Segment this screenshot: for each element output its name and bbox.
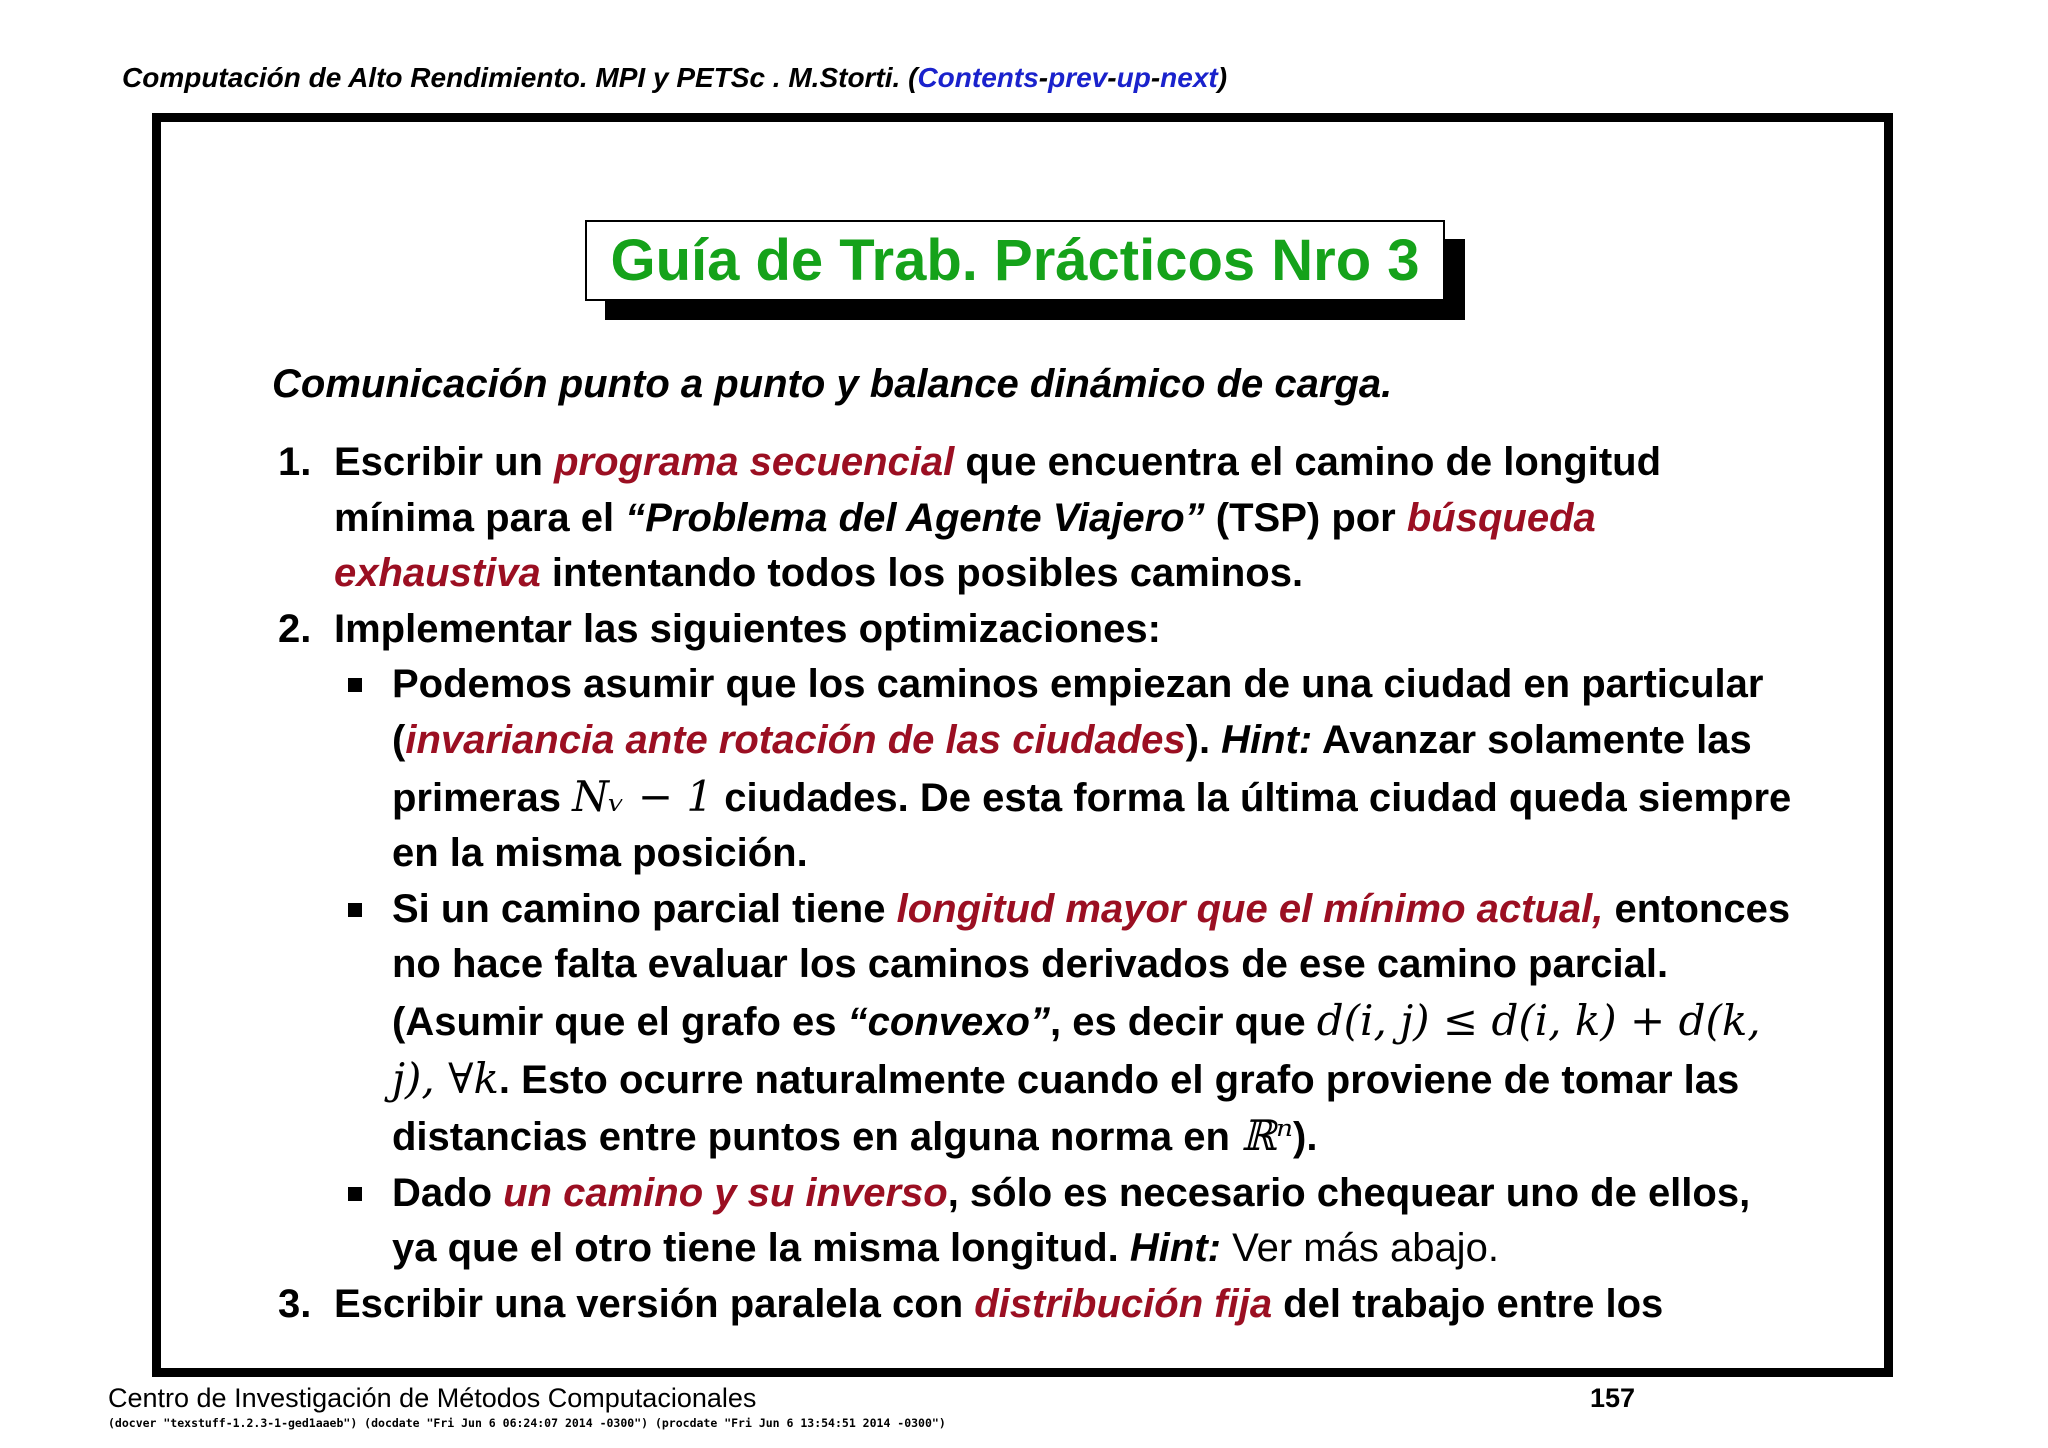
- math-expression: ℝⁿ: [1241, 1111, 1293, 1161]
- bullet-text: ).: [1293, 1115, 1318, 1160]
- item-text: Escribir un: [334, 440, 555, 484]
- bullet-text: Ver más abajo.: [1221, 1226, 1499, 1271]
- item-text: (TSP) por: [1204, 495, 1407, 540]
- item-text: del trabajo entre los: [1272, 1281, 1664, 1326]
- nav-separator: -: [1107, 62, 1117, 93]
- italic-text: “Problema del Agente Viajero”: [625, 495, 1205, 540]
- nav-contents-link[interactable]: Contents: [917, 62, 1039, 93]
- header-title: Computación de Alto Rendimiento. MPI y PETSc . M.Storti. (: [122, 62, 918, 93]
- item-number: 3.: [278, 1281, 312, 1326]
- hint-label: Hint:: [1221, 717, 1313, 762]
- title-box: [585, 220, 1445, 301]
- item-number: 2.: [278, 606, 312, 651]
- hint-label: Hint:: [1129, 1226, 1221, 1271]
- nav-prev-link[interactable]: prev: [1048, 62, 1108, 93]
- highlight-text: búsqueda exhaustiva: [334, 495, 1596, 596]
- bullet-text: ).: [1185, 717, 1222, 762]
- math-expression: Nᵥ − 1: [572, 771, 714, 821]
- item-text: que encuentra el camino de longitud mínima para el: [334, 440, 1662, 540]
- nav-separator: -: [1038, 62, 1049, 93]
- item-text: Escribir una versión paralela con: [334, 1281, 975, 1326]
- header-close-paren: ): [1217, 62, 1228, 93]
- bullet-text: entonces no hace falta evaluar los caminos derivados de ese camino parcial. (Asumir que el grafo es: [392, 886, 1791, 1044]
- highlight-text: invariancia ante rotación de las ciudades: [405, 717, 1186, 762]
- square-bullet-icon: [348, 1187, 362, 1201]
- bullet-text: Dado: [392, 1170, 504, 1215]
- bullet-item: [278, 657, 1798, 881]
- nav-up-link[interactable]: up: [1116, 62, 1151, 93]
- doc-version: (docver "texstuff-1.2.3-1-ged1aaeb") (docdate "Fri Jun 6 06:24:07 2014 -0300") (procdate "Fri Jun 6 13:54:51 2014 -0300"): [108, 1416, 946, 1430]
- item-text: intentando todos los posibles caminos.: [540, 551, 1304, 596]
- bullet-text: , sólo es necesario chequear uno de ellos, ya que el otro tiene la misma longitud.: [392, 1170, 1751, 1271]
- italic-text: “convexo”: [847, 999, 1050, 1044]
- highlight-text: un camino y su inverso: [503, 1170, 948, 1215]
- nav-next-link[interactable]: next: [1160, 62, 1218, 93]
- bullet-text: Avanzar solamente las primeras: [392, 717, 1752, 820]
- highlight-text: programa secuencial: [554, 440, 955, 484]
- exercise-list: [278, 435, 1798, 1333]
- slide-title: Guía de Trab. Prácticos Nro 3: [610, 228, 1420, 293]
- bullet-text: Podemos asumir que los caminos empiezan de una ciudad en particular (: [392, 662, 1764, 762]
- bullet-text: ciudades. De esta forma la última ciudad queda siempre en la misma posición.: [392, 775, 1792, 876]
- highlight-text: longitud mayor que el mínimo actual,: [896, 886, 1604, 931]
- item-text: Implementar las siguientes optimizaciones:: [334, 606, 1161, 651]
- bullet-text: . Esto ocurre naturalmente cuando el grafo proviene de tomar las distancias entre puntos en alguna norma en: [392, 1057, 1740, 1160]
- math-expression: d(i, j) ≤ d(i, k) + d(k, j), ∀k: [392, 995, 1761, 1103]
- bullet-item: [278, 1166, 1798, 1277]
- bullet-text: Si un camino parcial tiene: [392, 886, 897, 931]
- slide-subtitle: Comunicación punto a punto y balance dinámico de carga.: [272, 362, 1393, 406]
- footer-institution: Centro de Investigación de Métodos Computacionales: [108, 1383, 757, 1413]
- list-item: [278, 435, 1798, 602]
- list-item: [278, 1277, 1798, 1333]
- square-bullet-icon: [348, 678, 362, 692]
- slide-header: [122, 62, 1227, 94]
- square-bullet-icon: [348, 903, 362, 917]
- bullet-item: [278, 882, 1798, 1166]
- nav-separator: -: [1150, 62, 1161, 93]
- highlight-text: distribución fija: [974, 1281, 1273, 1326]
- page-number: 157: [1590, 1383, 1636, 1413]
- list-item: [278, 602, 1798, 658]
- bullet-text: , es decir que: [1049, 999, 1317, 1044]
- item-number: 1.: [278, 440, 312, 484]
